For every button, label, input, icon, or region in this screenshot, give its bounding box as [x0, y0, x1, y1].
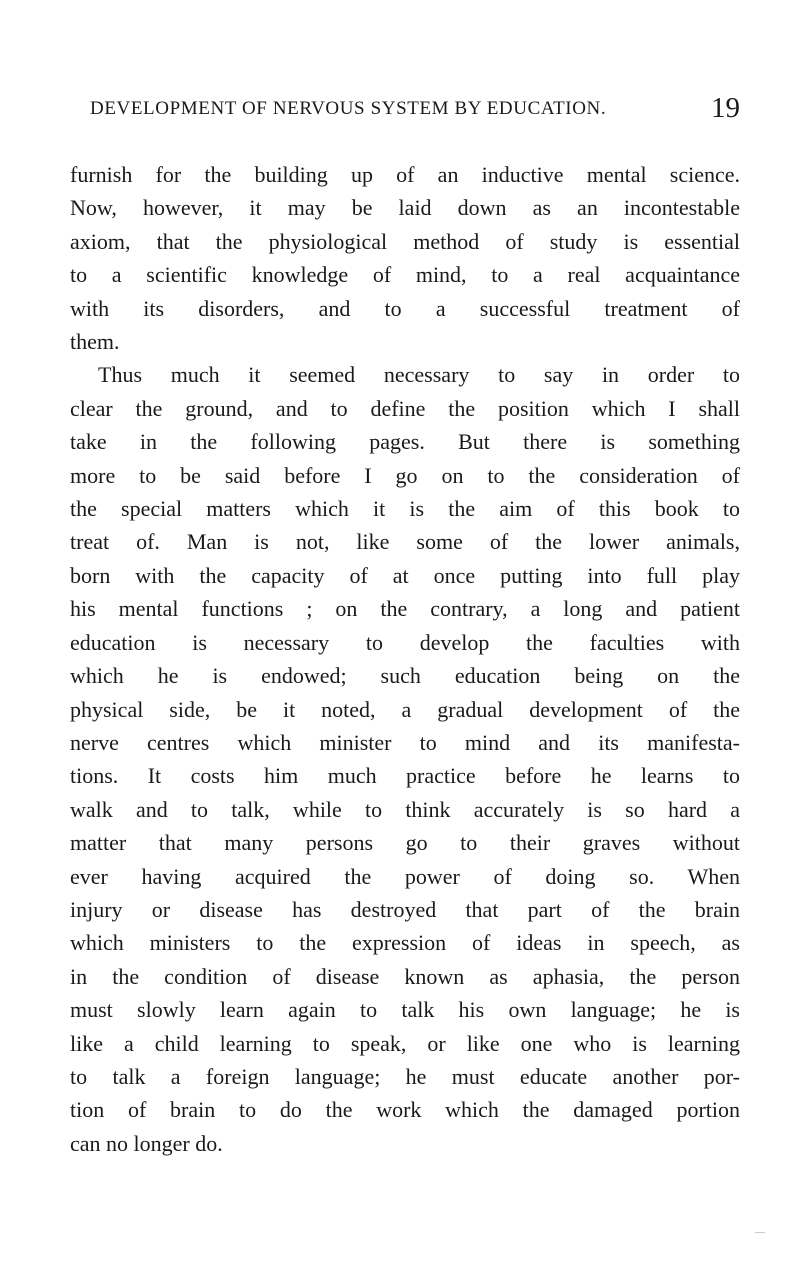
text-line: nerve centres which minister to mind and its manifesta- — [70, 729, 740, 755]
running-head — [90, 92, 740, 128]
text-line: clear the ground, and to define the position which I shall — [70, 395, 740, 421]
text-line: more to be said before I go on to the consideration of — [70, 462, 740, 488]
text-line: axiom, that the physiological method of study is essential — [70, 228, 740, 254]
text-line: walk and to talk, while to think accurately is so hard a — [70, 796, 740, 822]
text-line: tions. It costs him much practice before he learns to — [70, 763, 740, 789]
text-line: to talk a foreign language; he must educate another por- — [70, 1063, 740, 1089]
body-text — [70, 158, 740, 1160]
running-title: DEVELOPMENT OF NERVOUS SYSTEM BY EDUCATION. — [90, 98, 607, 119]
text-line: them. — [70, 329, 120, 355]
text-line: born with the capacity of at once putting into full play — [70, 562, 740, 588]
text-line: injury or disease has destroyed that part of the brain — [70, 896, 740, 922]
text-line: can no longer do. — [70, 1130, 223, 1156]
text-line: education is necessary to develop the faculties with — [70, 629, 740, 655]
print-mark — [755, 1218, 765, 1233]
text-line: his mental functions ; on the contrary, a long and patient — [70, 596, 740, 622]
text-line: treat of. Man is not, like some of the lower animals, — [70, 529, 740, 555]
text-line: must slowly learn again to talk his own language; he is — [70, 997, 740, 1023]
text-line: ever having acquired the power of doing so. When — [70, 863, 740, 889]
text-line: Now, however, it may be laid down as an incontestable — [70, 195, 740, 221]
text-line: like a child learning to speak, or like one who is learning — [70, 1030, 740, 1056]
text-line: take in the following pages. But there is something — [70, 429, 740, 455]
text-line: with its disorders, and to a successful treatment of — [70, 295, 740, 321]
text-line: the special matters which it is the aim of this book to — [70, 496, 740, 522]
text-line: furnish for the building up of an inductive mental science. — [70, 162, 740, 187]
paragraph-start-line: Thus much it seemed necessary to say in order to — [98, 362, 740, 388]
text-line: in the condition of disease known as aphasia, the person — [70, 963, 740, 989]
text-line: to a scientific knowledge of mind, to a real acquaintance — [70, 262, 740, 288]
text-line: which he is endowed; such education being on the — [70, 663, 740, 689]
page-number: 19 — [711, 92, 740, 124]
text-line: physical side, be it noted, a gradual development of the — [70, 696, 740, 722]
text-line: matter that many persons go to their graves without — [70, 830, 740, 856]
text-line: which ministers to the expression of ideas in speech, as — [70, 930, 740, 956]
text-line: tion of brain to do the work which the damaged portion — [70, 1097, 740, 1123]
